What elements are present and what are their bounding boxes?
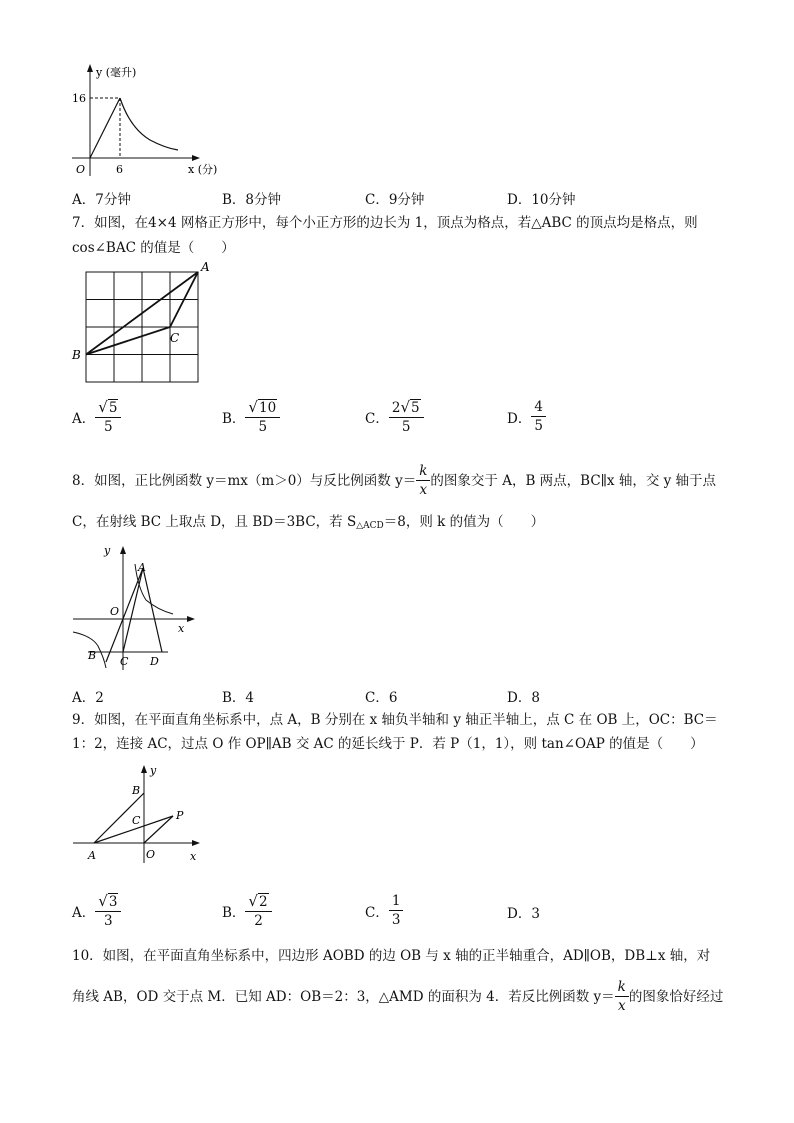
option-text: 4 <box>245 690 255 706</box>
q9-label-o: O <box>146 848 156 861</box>
option-text: 2 <box>95 690 104 706</box>
q8-option-c[interactable] <box>365 686 397 706</box>
q9-label-c: C <box>132 814 141 827</box>
q6-option-d[interactable] <box>507 188 576 208</box>
q8-label-o: O <box>110 605 120 618</box>
numerator: 1 <box>389 892 404 911</box>
q7-option-a[interactable] <box>72 398 121 436</box>
fraction <box>615 978 629 1015</box>
q9-label-x: x <box>190 850 197 863</box>
q6-graph <box>60 58 230 183</box>
q6-option-c[interactable] <box>365 188 424 208</box>
q10-stem-line2 <box>72 978 723 1015</box>
q8-option-a[interactable] <box>72 686 104 706</box>
q10-stem-line2b: 的图象恰好经过 <box>628 988 724 1005</box>
q7-stem-line1: 7．如图，在4×4 网格正方形中，每个小正方形的边长为 1，顶点为格点，若△ABC 的顶点均是格点，则 <box>72 215 698 231</box>
option-letter: A． <box>72 411 96 427</box>
coefficient: 2 <box>391 400 401 416</box>
q9-label-p: P <box>176 809 184 822</box>
denominator: 5 <box>258 419 268 435</box>
q6-decay-curve <box>120 98 178 150</box>
q6-y-tick: 16 <box>72 92 86 105</box>
denominator: 5 <box>401 419 411 435</box>
denominator: 5 <box>534 418 543 434</box>
q9-y-arrow <box>141 765 147 773</box>
q10-stem-line1: 10．如图，在平面直角坐标系中，四边形 AOBD 的边 OB 与 x 轴的正半轴重合，AD∥OB，DB⊥x 轴，对 <box>72 948 711 964</box>
q6-option-a[interactable] <box>72 188 131 208</box>
option-text: 8分钟 <box>245 192 282 208</box>
q8-x-arrow <box>187 616 195 622</box>
q6-y-arrow <box>87 64 93 72</box>
option-letter: C． <box>365 411 389 427</box>
option-letter: D． <box>507 690 532 706</box>
q8-graph <box>68 540 208 672</box>
q9-option-d[interactable] <box>507 902 540 922</box>
q8-label-a: A <box>138 561 146 574</box>
q6-x-label: x (分) <box>188 163 218 176</box>
q7-option-d[interactable] <box>507 398 546 435</box>
q9-graph <box>68 760 208 870</box>
q7-stem-line2: cos∠BAC 的值是（ ） <box>72 240 235 256</box>
radicand: 3 <box>108 894 118 910</box>
option-letter: B． <box>222 192 246 208</box>
option-text: 7分钟 <box>95 192 131 208</box>
q10-stem-line2a: 角线 AB，OD 交于点 M．已知 AD：OB＝2：3，△AMD 的面积为 4．若反比例函数 y＝ <box>72 988 615 1005</box>
fraction <box>389 892 404 929</box>
option-letter: D． <box>507 906 532 922</box>
q9-stem-line2: 1：2，连接 AC，过点 O 作 OP∥AB 交 AC 的延长线于 P．若 P（1，1），则 tan∠OAP 的值是（ ） <box>72 736 704 752</box>
option-text: 8 <box>531 690 540 706</box>
q8-stem-line1 <box>72 462 716 499</box>
radicand: 5 <box>411 400 420 416</box>
q7-label-b: B <box>72 348 81 362</box>
q8-label-b: B <box>88 649 97 662</box>
q8-stem-line2 <box>72 512 544 536</box>
q9-option-b[interactable] <box>222 892 272 930</box>
q9-label-b: B <box>132 784 141 797</box>
fraction: √ 5 5 <box>95 398 121 436</box>
q8-y-arrow <box>120 546 126 554</box>
option-letter: B． <box>222 411 246 427</box>
q8-line-ad <box>143 568 162 652</box>
q9-label-y: y <box>150 764 157 777</box>
numerator: 4 <box>531 398 546 417</box>
q8-stem-part1: 8．如图，正比例函数 y＝mx（m＞0）与反比例函数 y＝ <box>72 472 417 489</box>
option-letter: D． <box>507 410 532 427</box>
q8-stem-part2: 的图象交于 A，B 两点，BC∥x 轴，交 y 轴于点 <box>430 472 717 489</box>
option-letter: B． <box>222 905 246 921</box>
radicand: 10 <box>258 400 277 416</box>
option-text: 6 <box>388 690 398 706</box>
q6-y-label: y (毫升) <box>96 66 137 79</box>
option-letter: A． <box>72 690 96 706</box>
q9-option-a[interactable] <box>72 892 121 930</box>
q7-option-b[interactable] <box>222 398 280 436</box>
q7-label-a: A <box>201 260 210 274</box>
option-letter: C． <box>365 904 389 921</box>
option-letter: B． <box>222 690 246 706</box>
fraction <box>531 398 546 435</box>
q8-label-c: C <box>120 655 129 668</box>
option-text: 3 <box>531 906 540 922</box>
option-letter: A． <box>72 192 96 208</box>
q6-origin-label: O <box>76 163 86 176</box>
denominator: 5 <box>104 419 113 435</box>
fraction: √ 3 3 <box>95 892 121 930</box>
denominator: 3 <box>104 913 113 929</box>
q6-x-tick: 6 <box>116 163 123 176</box>
numerator: k <box>416 462 430 481</box>
denominator: x <box>617 998 626 1014</box>
q9-stem-line1: 9．如图，在平面直角坐标系中，点 A，B 分别在 x 轴负半轴和 y 轴正半轴上，点 C 在 OB 上，OC：BC＝ <box>72 712 718 728</box>
q8-stem-line2a: C，在射线 BC 上取点 D，且 BD＝3BC，若 S <box>72 514 357 530</box>
denominator: 2 <box>254 913 263 929</box>
q7-label-c: C <box>170 331 180 345</box>
q7-grid-figure <box>68 258 218 388</box>
option-letter: C． <box>365 192 389 208</box>
denominator: x <box>419 482 428 498</box>
q9-label-a: A <box>88 849 96 862</box>
q8-label-y: y <box>104 544 111 557</box>
q9-option-c[interactable] <box>365 892 403 929</box>
q8-subscript: △ACD <box>356 521 384 531</box>
q8-label-d: D <box>150 655 159 668</box>
q8-option-d[interactable] <box>507 686 540 706</box>
fraction: 2 √ 5 5 <box>389 398 424 436</box>
q9-line-op <box>144 816 173 843</box>
denominator: 3 <box>391 912 401 928</box>
q6-x-arrow <box>192 155 200 161</box>
q6-option-b[interactable] <box>222 188 281 208</box>
option-letter: A． <box>72 905 96 921</box>
fraction: √ 2 2 <box>245 892 271 930</box>
radicand: 2 <box>258 894 268 910</box>
q8-option-b[interactable] <box>222 686 254 706</box>
q8-label-x: x <box>178 622 185 635</box>
option-letter: C． <box>365 690 389 706</box>
q9-x-arrow <box>192 840 200 846</box>
q6-rise-line <box>90 98 120 158</box>
option-text: 10分钟 <box>531 192 576 208</box>
radicand: 5 <box>108 400 118 416</box>
option-text: 9分钟 <box>388 192 425 208</box>
fraction: √ 10 5 <box>245 398 280 436</box>
numerator: k <box>615 978 629 997</box>
fraction <box>416 462 430 499</box>
q8-stem-line2b: ＝8，则 k 的值为（ ） <box>383 514 545 530</box>
option-letter: D． <box>507 192 532 208</box>
q7-option-c[interactable] <box>365 398 424 436</box>
